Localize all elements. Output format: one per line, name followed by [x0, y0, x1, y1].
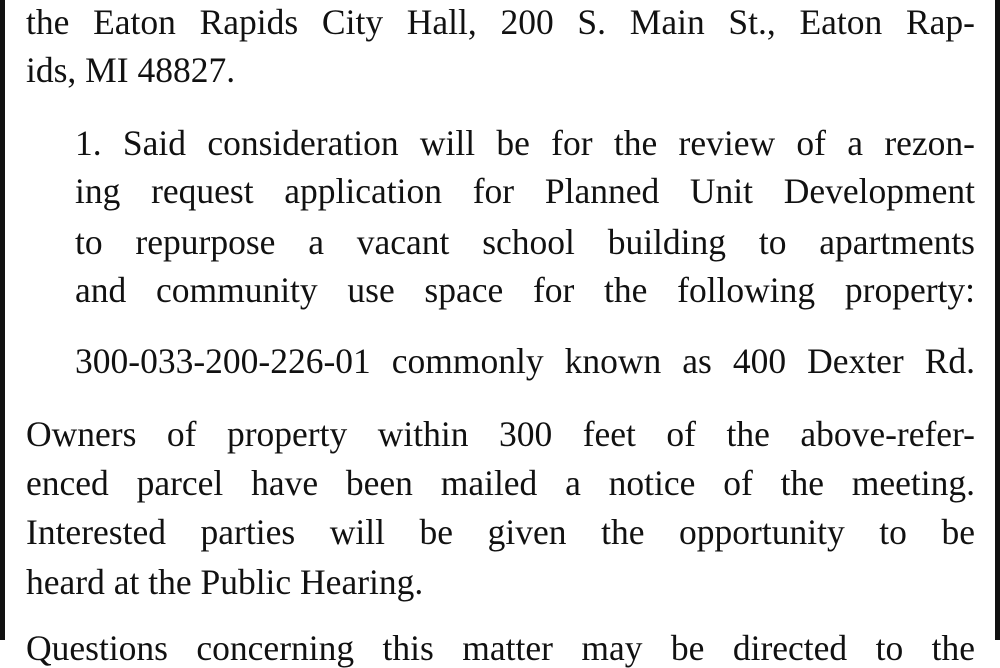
owners-line-2: enced parcel have been mailed a notice of the meeting. — [26, 463, 975, 503]
owners-line-3: Interested parties will be given the opportunity to be — [26, 512, 975, 552]
item-1-line-2: ing request application for Planned Unit Development — [75, 171, 975, 211]
intro-line-2: ids, MI 48827. — [26, 50, 236, 90]
item-1-line-4: and community use space for the following property: — [75, 270, 975, 310]
intro-line-1: the Eaton Rapids City Hall, 200 S. Main St., Eaton Rap- — [26, 2, 975, 42]
questions-line-partial: Questions concerning this matter may be directed to the — [26, 628, 975, 668]
item-1-line-3: to repurpose a vacant school building to apartments — [75, 222, 975, 262]
item-1-line-1: 1. Said consideration will be for the review of a rezon- — [75, 123, 975, 163]
right-border-rule — [995, 0, 1000, 640]
left-border-rule — [0, 0, 5, 640]
owners-line-1: Owners of property within 300 feet of the above-refer- — [26, 414, 975, 454]
parcel-line: 300-033-200-226-01 commonly known as 400 Dexter Rd. — [75, 341, 975, 381]
owners-line-4: heard at the Public Hearing. — [26, 562, 424, 602]
